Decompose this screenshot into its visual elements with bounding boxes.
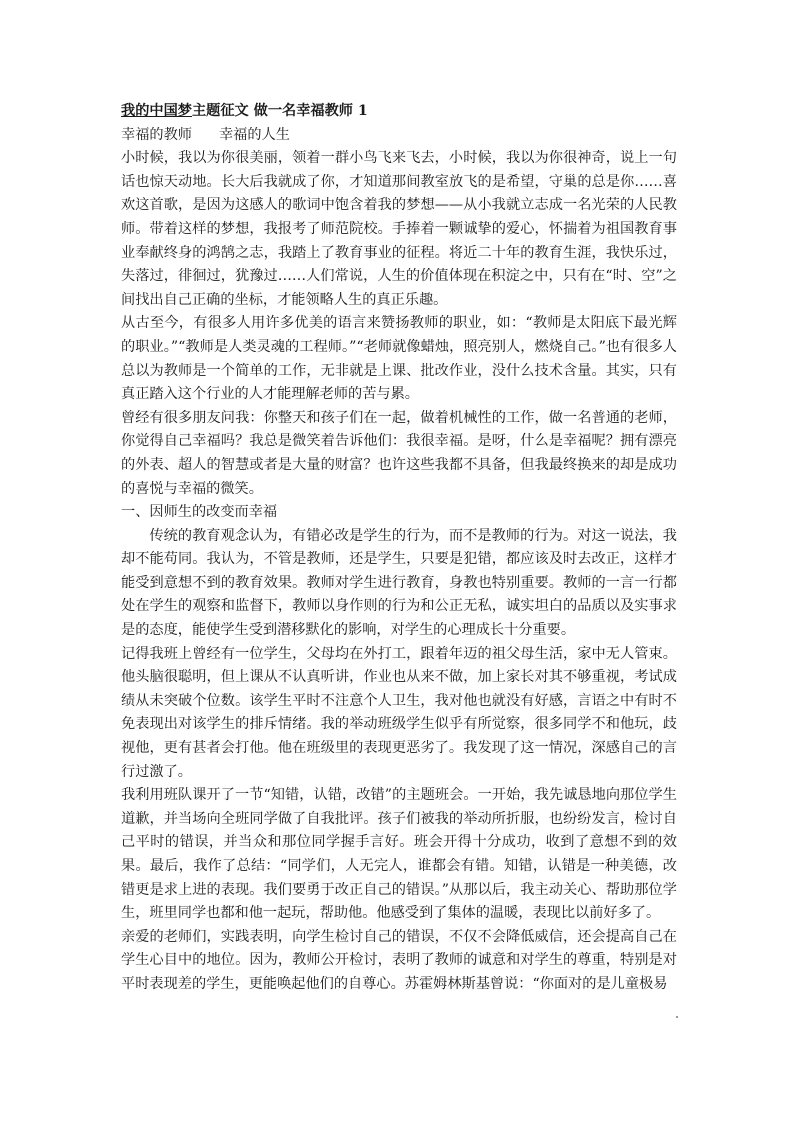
paragraph-happiness: 曾经有很多朋友问我：你整天和孩子们在一起，做着机械性的工作，做一名普通的老师，你觉得自己幸福吗？我总是微笑着告诉他们：我很幸福。是呀，什么是幸福呢？拥有漂亮的外表、超人的智慧或者是大量的财富？也许这些我都不具备，但我最终换来的却是成功的喜悦与幸福的微笑。 — [121, 409, 677, 497]
paragraph-intro: 小时候，我以为你很美丽，领着一群小鸟飞来飞去，小时候，我以为你很神奇，说上一句话也惊天动地。长大后我就成了你，才知道那间教室放飞的是希望，守巢的总是你……喜欢这首歌，是因为这感人的歌词中饱含着我的梦想——从小我就立志成一名光荣的人民教师。带着这样的梦想，我报考了师范院校。手捧着一颗诚挚的爱心，怀揣着为祖国教育事业奉献终身的鸿鹄之志，我踏上了教育事业的征程。将近二十年的教育生涯，我快乐过，失落过，徘徊过，犹豫过……人们常说，人生的价值体现在积淀之中，只有在“时、空”之间找出自己正确的坐标，才能领略人生的真正乐趣。 — [121, 150, 677, 308]
paragraph-praise: 从古至今，有很多人用许多优美的语言来赞扬教师的职业，如：“教师是太阳底下最光辉的职业。”“教师是人类灵魂的工程师。”“老师就像蜡烛，照亮别人，燃烧自己。”也有很多人总以为教师是一个简单的工作，无非就是上课、批改作业，没什么技术含量。其实，只有真正踏入这个行业的人才能理解老师的苦与累。 — [121, 315, 677, 403]
page-edge-mark — [676, 1016, 678, 1018]
paragraph-student-story: 记得我班上曾经有一位学生，父母均在外打工，跟着年迈的祖父母生活，家中无人管束。他头脑很聪明，但上课从不认真听讲，作业也从来不做，加上家长对其不够重视，考试成绩从未突破个位数。该学生平时不注意个人卫生，我对他也就没有好感，言语之中有时不免表现出对该学生的排斥情绪。我的举动班级学生似乎有所觉察，很多同学不和他玩，歧视他，更有甚者会打他。他在班级里的表现更恶劣了。我发现了这一情况，深感自己的言行过激了。 — [121, 645, 677, 780]
title-rest: 主题征文 做一名幸福教师 1 — [191, 103, 368, 119]
document-page — [121, 100, 677, 997]
paragraph-reflection: 亲爱的老师们，实践表明，向学生检讨自己的错误，不仅不会降低威信，还会提高自己在学生心目中的地位。因为，教师公开检讨，表明了教师的诚意和对学生的尊重，特别是对平时表现差的学生，更能唤起他们的自尊心。苏霍姆林斯基曾说：“你面对的是儿童极易 — [121, 928, 677, 992]
paragraph-education-concept: 传统的教育观念认为，有错必改是学生的行为，而不是教师的行为。对这一说法，我却不能苟同。我认为，不管是教师，还是学生，只要是犯错，都应该及时去改正，这样才能受到意想不到的教育效果。教师对学生进行教育，身教也特别重要。教师的一言一行都处在学生的观察和监督下，教师以身作则的行为和公正无私，诚实坦白的品质以及实事求是的态度，能使学生受到潜移默化的影响，对学生的心理成长十分重要。 — [121, 527, 677, 639]
document-subtitle: 幸福的教师 幸福的人生 — [121, 126, 290, 143]
document-title — [121, 100, 677, 124]
title-underlined-part[interactable]: 我的中国梦 — [121, 103, 192, 119]
section-heading-1: 一、因师生的改变而幸福 — [121, 504, 278, 521]
paragraph-class-meeting: 我利用班队课开了一节“知错，认错，改错”的主题班会。一开始，我先诚恳地向那位学生道歉，并当场向全班同学做了自我批评。孩子们被我的举动所折服，也纷纷发言，检讨自己平时的错误，并当众和那位同学握手言好。班会开得十分成功，收到了意想不到的效果。最后，我作了总结：“同学们，人无完人，谁都会有错。知错，认错是一种美德，改错更是求上进的表现。我们要勇于改正自己的错误。”从那以后，我主动关心、帮助那位学生，班里同学也都和他一起玩，帮助他。他感受到了集体的温暖，表现比以前好多了。 — [121, 787, 677, 922]
